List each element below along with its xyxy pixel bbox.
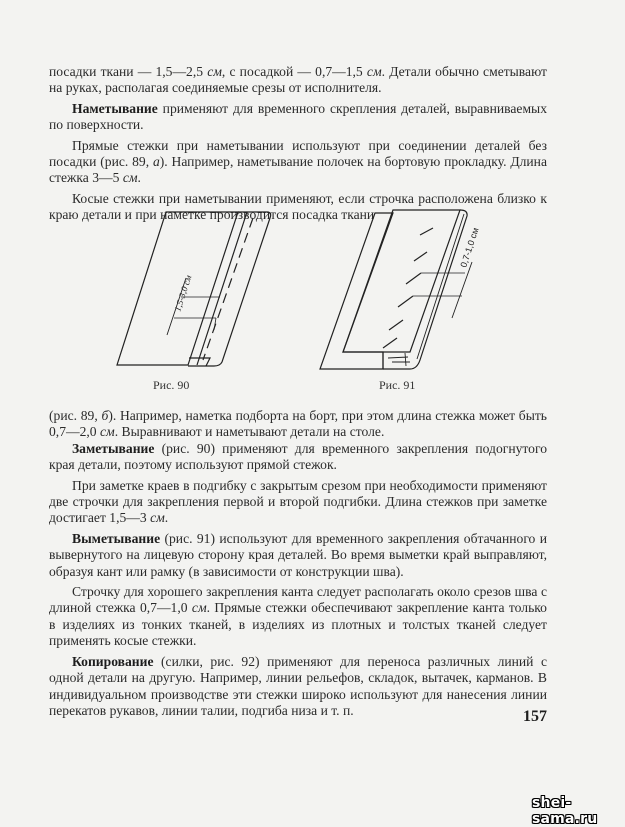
unit-italic: см <box>207 64 222 79</box>
text-block-main <box>49 408 547 719</box>
text-run: ). Например, наметка подборта на борт, при этом длина стежка может быть 0,7—2,0 <box>49 408 547 440</box>
page-number: 157 <box>523 708 547 725</box>
text-run: При заметке краев в подгибку с закрытым срезом при необходимости применяют две строчки для закрепления первой и второй подгибки. Длина стежков при заметке достигает 1,5—3 <box>49 477 547 526</box>
text-run: . Прямые стежки обеспечивают закрепление канта только в изделиях из тонких тканей, в изделиях из плотных и толстых тканей следует применять косые стежки. <box>49 600 547 649</box>
unit-italic: см <box>122 170 138 186</box>
paragraph <box>49 441 547 474</box>
fig91-stitch-6 <box>383 338 397 348</box>
paragraph <box>49 64 547 97</box>
unit-italic: см <box>150 510 165 526</box>
fig91-dimension-label: 0,7-1,0 см <box>458 226 481 269</box>
figure-90-caption: Рис. 90 <box>153 378 190 392</box>
fig91-stitch-4 <box>398 296 413 307</box>
text-run: применяют для временного скрепления деталей, выравниваемых по поверхности. <box>49 100 547 133</box>
text-run: . <box>164 510 169 526</box>
paragraph <box>49 101 547 134</box>
fig91-stitch-3 <box>406 273 421 284</box>
fig91-stitch-5 <box>389 320 403 330</box>
fig91-back-panel <box>320 213 393 369</box>
figure-91-caption: Рис. 91 <box>379 378 416 392</box>
fig91-corner-detail <box>388 353 410 366</box>
text-run: посадки ткани — 1,5—2,5 <box>49 64 208 79</box>
fig91-stitch-2 <box>414 252 427 261</box>
paragraph <box>49 138 547 187</box>
term-heading: Заметывание <box>72 440 155 456</box>
fig91-dim-line <box>452 262 472 318</box>
text-run: (силки, рис. 92) применяют для переноса различных линий с одной детали на другую. Например, линии рельефов, складок, вытачек, карманов. В индивидуальном производстве эти стежки широко используют для нанесения линии перекатов рукавов, линии талии, подгиба низа и т. п. <box>49 653 547 718</box>
figure-91-drawing <box>320 210 481 369</box>
term-heading: Наметывание <box>72 100 158 116</box>
text-run: Строчку для хорошего закрепления канта следует располагать около срезов шва с длиной стежка 0,7—1,0 <box>49 584 547 616</box>
text-run: . Выравнивают и наметывают детали на столе. <box>114 424 385 440</box>
term-heading: Копирование <box>72 653 154 669</box>
text-run: . Детали обычно сметывают на руках, располагая соединяемые срезы от исполнителя. <box>49 64 547 96</box>
unit-italic: а <box>152 154 160 170</box>
text-run: Прямые стежки при наметывании используют при соединении деталей без посадки (рис. 89, <box>49 137 547 170</box>
text-run: (рис. 91) используют для временного закрепления обтачанного и вывернутого на лицевую сторону края деталей. Во время выметки край выправляют, образуя кант или рамку (в зависимости от конструкции шва). <box>49 530 547 579</box>
fig91-stitch-1 <box>420 228 433 235</box>
fig91-inner-edge <box>417 214 464 359</box>
text-run: , с посадкой — 0,7—1,5 <box>221 64 367 79</box>
figures-area <box>0 200 625 400</box>
term-heading: Выметывание <box>72 530 161 546</box>
text-run: (рис. 90) применяют для временного закрепления подогнутого края детали, поэтому используют прямой стежок. <box>49 440 547 473</box>
fig90-folded-strip <box>188 212 271 366</box>
paragraph <box>49 531 547 580</box>
text-run: . <box>137 170 141 186</box>
fig91-right-edge <box>383 210 467 369</box>
unit-italic: см <box>99 424 115 440</box>
text-run: ). Например, наметывание полочек на бортовую прокладку. Длина стежка 3—5 <box>49 154 547 186</box>
figure-90-drawing <box>117 212 271 366</box>
fig90-strip-inner-edge <box>197 212 247 365</box>
unit-italic: см <box>366 64 382 79</box>
paragraph <box>49 478 547 527</box>
text-run: Косые стежки при наметывании применяют, если строчка расположена близко к краю детали и при наметке производится посадка ткани <box>49 190 547 223</box>
paragraph <box>49 408 547 441</box>
figures-svg <box>0 200 625 400</box>
watermark-logo: shei-sama.ru <box>532 795 598 827</box>
unit-italic: см <box>191 600 207 616</box>
paragraph <box>49 654 547 720</box>
fig90-stitch-line <box>203 218 253 360</box>
paragraph <box>49 584 547 650</box>
fig90-dimension-label: 1,5-3,0 см <box>172 273 194 313</box>
unit-italic: б <box>101 408 109 423</box>
text-run: (рис. 89, <box>49 408 102 423</box>
fig90-main-panel <box>117 212 238 365</box>
